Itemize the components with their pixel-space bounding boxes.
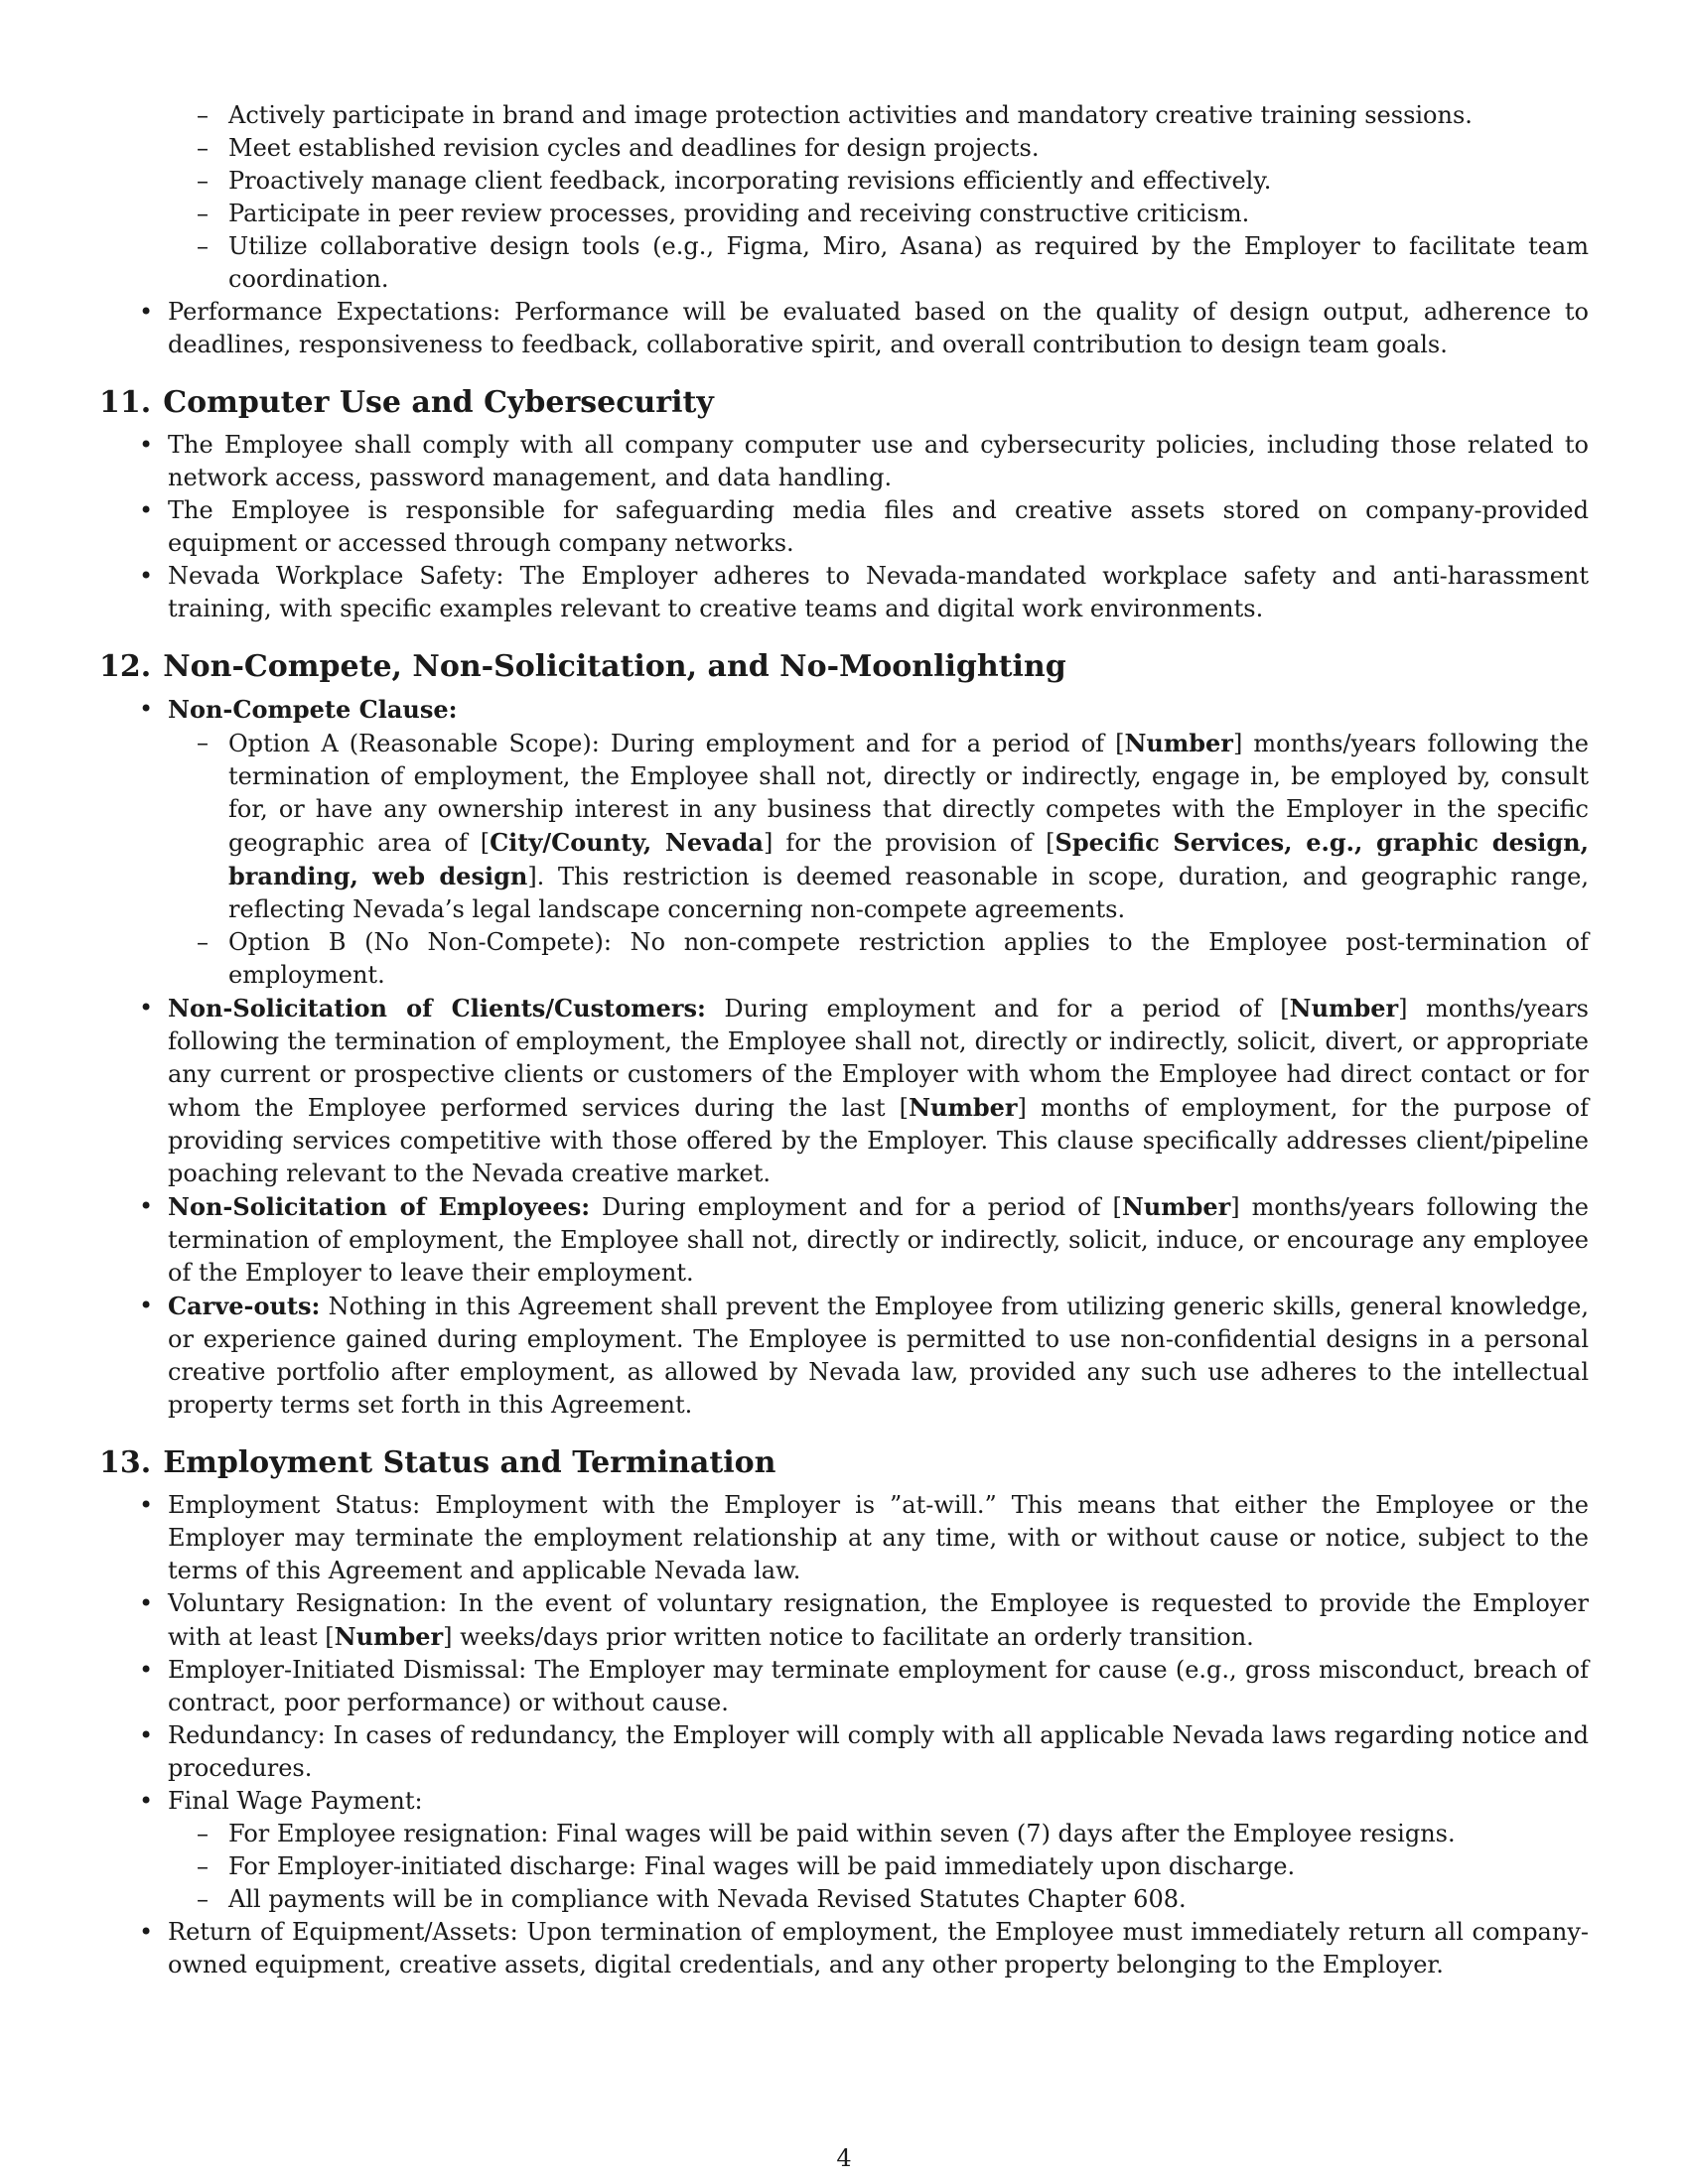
list-item: • Employment Status: Employment with the Employer is ”at-will.” This means that either the Employee or the Employer may terminate the employment relationship at any time, with or without cause or notice, subject to the terms of this Agreement and applicable Nevada law.: [139, 1491, 1589, 1584]
list-item: • Performance Expectations: Performance will be evaluated based on the quality of design output, adherence to deadlines, responsiveness to feedback, collaborative spirit, and overall contribution to design team goals.: [139, 298, 1589, 358]
bullet-marker: •: [139, 431, 154, 459]
list-item: – Proactively manage client feedback, incorporating revisions efficiently and effectively.: [99, 165, 1589, 198]
list-item: • The Employee is responsible for safeguarding media files and creative assets stored on company-provided equipment or accessed through company networks.: [139, 496, 1589, 557]
noncompete-options: [99, 727, 1589, 992]
list-item: – Participate in peer review processes, providing and receiving constructive criticism.: [99, 198, 1589, 230]
list-item: [99, 693, 1589, 992]
list-item: • Non-Solicitation of Clients/Customers: During employment and for a period of [Number] months/years following the termination of employment, the Employee shall not, directly or indirectly, solicit, divert, or appropriate any current or prospective clients or customers of the Employer with whom the Employee had direct contact or for whom the Employee performed services during the last [Number] months of employment, for the purpose of providing services competitive with those offered by the Employer. This clause specifically addresses client/pipeline poaching relevant to the Nevada creative market.: [139, 994, 1590, 1187]
list-item: • Final Wage Payment: – For Employee resignation: Final wages will be paid within seven (7) days after the Employee resigns. – For Employer-initiated discharge: Final wages will be paid immediately upon discharge. – All payments will be in compliance with Nevada Revised Statutes Chapter 608.: [99, 1785, 1589, 1916]
bullet-marker: •: [139, 562, 154, 590]
dash-marker: –: [197, 1820, 209, 1847]
bullet-marker: •: [139, 1918, 154, 1946]
bullet-marker: •: [139, 1292, 154, 1319]
bullet-marker: •: [139, 1491, 154, 1519]
bullet-marker: •: [139, 496, 154, 524]
section-13-list: [99, 1489, 1589, 1981]
dash-marker: –: [197, 1885, 209, 1913]
list-item: – Utilize collaborative design tools (e.g., Figma, Miro, Asana) as required by the Employer to facilitate team coordination.: [197, 232, 1589, 293]
dash-marker: –: [197, 1852, 209, 1880]
responsibilities-list: [99, 99, 1589, 296]
list-item: – Option A (Reasonable Scope): During employment and for a period of [Number] months/years following the termination of employment, the Employee shall not, directly or indirectly, engage in, be employed by, consult for, or have any ownership interest in any business that directly competes with the Employer in the specific geographic area of [City/County, Nevada] for the provision of [Specific Services, e.g., graphic design, branding, web design]. This restriction is deemed reasonable in scope, duration, and geographic range, reflecting Nevada’s legal landscape concerning non-compete agreements.: [197, 729, 1589, 923]
section-heading-13: 13. Employment Status and Termination: [99, 1445, 776, 1480]
section-11-list: [99, 429, 1589, 625]
list-item: • The Employee shall comply with all company computer use and cybersecurity policies, including those related to network access, password management, and data handling.: [139, 431, 1589, 491]
bullet-marker: •: [139, 1721, 154, 1749]
bullet-marker: •: [139, 1192, 154, 1220]
list-item: – For Employer-initiated discharge: Final wages will be paid immediately upon discharge.: [99, 1850, 1589, 1883]
dash-marker: –: [197, 134, 209, 162]
dash-marker: –: [197, 167, 209, 195]
dash-marker: –: [197, 200, 209, 227]
list-item: • Carve-outs: Nothing in this Agreement shall prevent the Employee from utilizing generic skills, general knowledge, or experience gained during employment. The Employee is permitted to use non-confidential designs in a personal creative portfolio after employment, as allowed by Nevada law, provided any such use adheres to the intellectual property terms set forth in this Agreement.: [139, 1292, 1589, 1419]
list-item: • Nevada Workplace Safety: The Employer adheres to Nevada-mandated workplace safety and anti-harassment training, with specific examples relevant to creative teams and digital work environments.: [139, 562, 1589, 622]
noncompete-label: Non-Compete Clause:: [168, 695, 458, 724]
bullet-marker: •: [139, 1787, 154, 1815]
list-item: – Actively participate in brand and image protection activities and mandatory creative training sessions.: [99, 99, 1589, 132]
list-item: • Voluntary Resignation: In the event of voluntary resignation, the Employee is requested to provide the Employer with at least [Number] weeks/days prior written notice to facilitate an orderly transition.: [139, 1589, 1589, 1651]
list-item: • Redundancy: In cases of redundancy, the Employer will comply with all applicable Nevada laws regarding notice and procedures.: [139, 1721, 1589, 1782]
dash-marker: –: [197, 101, 209, 129]
page-content: [99, 99, 1589, 1981]
list-item: • Non-Solicitation of Employees: During employment and for a period of [Number] months/years following the termination of employment, the Employee shall not, directly or indirectly, solicit, induce, or encourage any employee of the Employer to leave their employment.: [139, 1192, 1589, 1287]
bullet-marker: •: [139, 298, 154, 326]
bullet-marker: •: [139, 994, 154, 1022]
list-item: – Meet established revision cycles and deadlines for design projects.: [99, 132, 1589, 165]
bullet-marker: •: [139, 1589, 154, 1617]
list-item: – For Employee resignation: Final wages will be paid within seven (7) days after the Employee resigns.: [99, 1818, 1589, 1850]
section-heading-12: 12. Non-Compete, Non-Solicitation, and No-Moonlighting: [99, 649, 1066, 684]
dash-marker: –: [197, 729, 209, 756]
list-item: – All payments will be in compliance with Nevada Revised Statutes Chapter 608.: [99, 1883, 1589, 1916]
dash-marker: –: [197, 928, 209, 956]
bullet-marker: •: [139, 1656, 154, 1684]
final-wage-list: [99, 1818, 1589, 1916]
section-heading-11: 11. Computer Use and Cybersecurity: [99, 385, 714, 420]
section-12-list: [99, 693, 1589, 1422]
list-item: • Return of Equipment/Assets: Upon termination of employment, the Employee must immediately return all company-owned equipment, creative assets, digital credentials, and any other property belonging to the Employer.: [139, 1918, 1589, 1979]
performance-list: [99, 296, 1589, 361]
dash-marker: –: [197, 232, 209, 260]
list-item: – Option B (No Non-Compete): No non-compete restriction applies to the Employee post-termination of employment.: [197, 928, 1589, 989]
list-item: • Employer-Initiated Dismissal: The Employer may terminate employment for cause (e.g., gross misconduct, breach of contract, poor performance) or without cause.: [139, 1656, 1589, 1716]
page-number: 4: [836, 2144, 852, 2172]
bullet-marker: •: [139, 695, 154, 723]
